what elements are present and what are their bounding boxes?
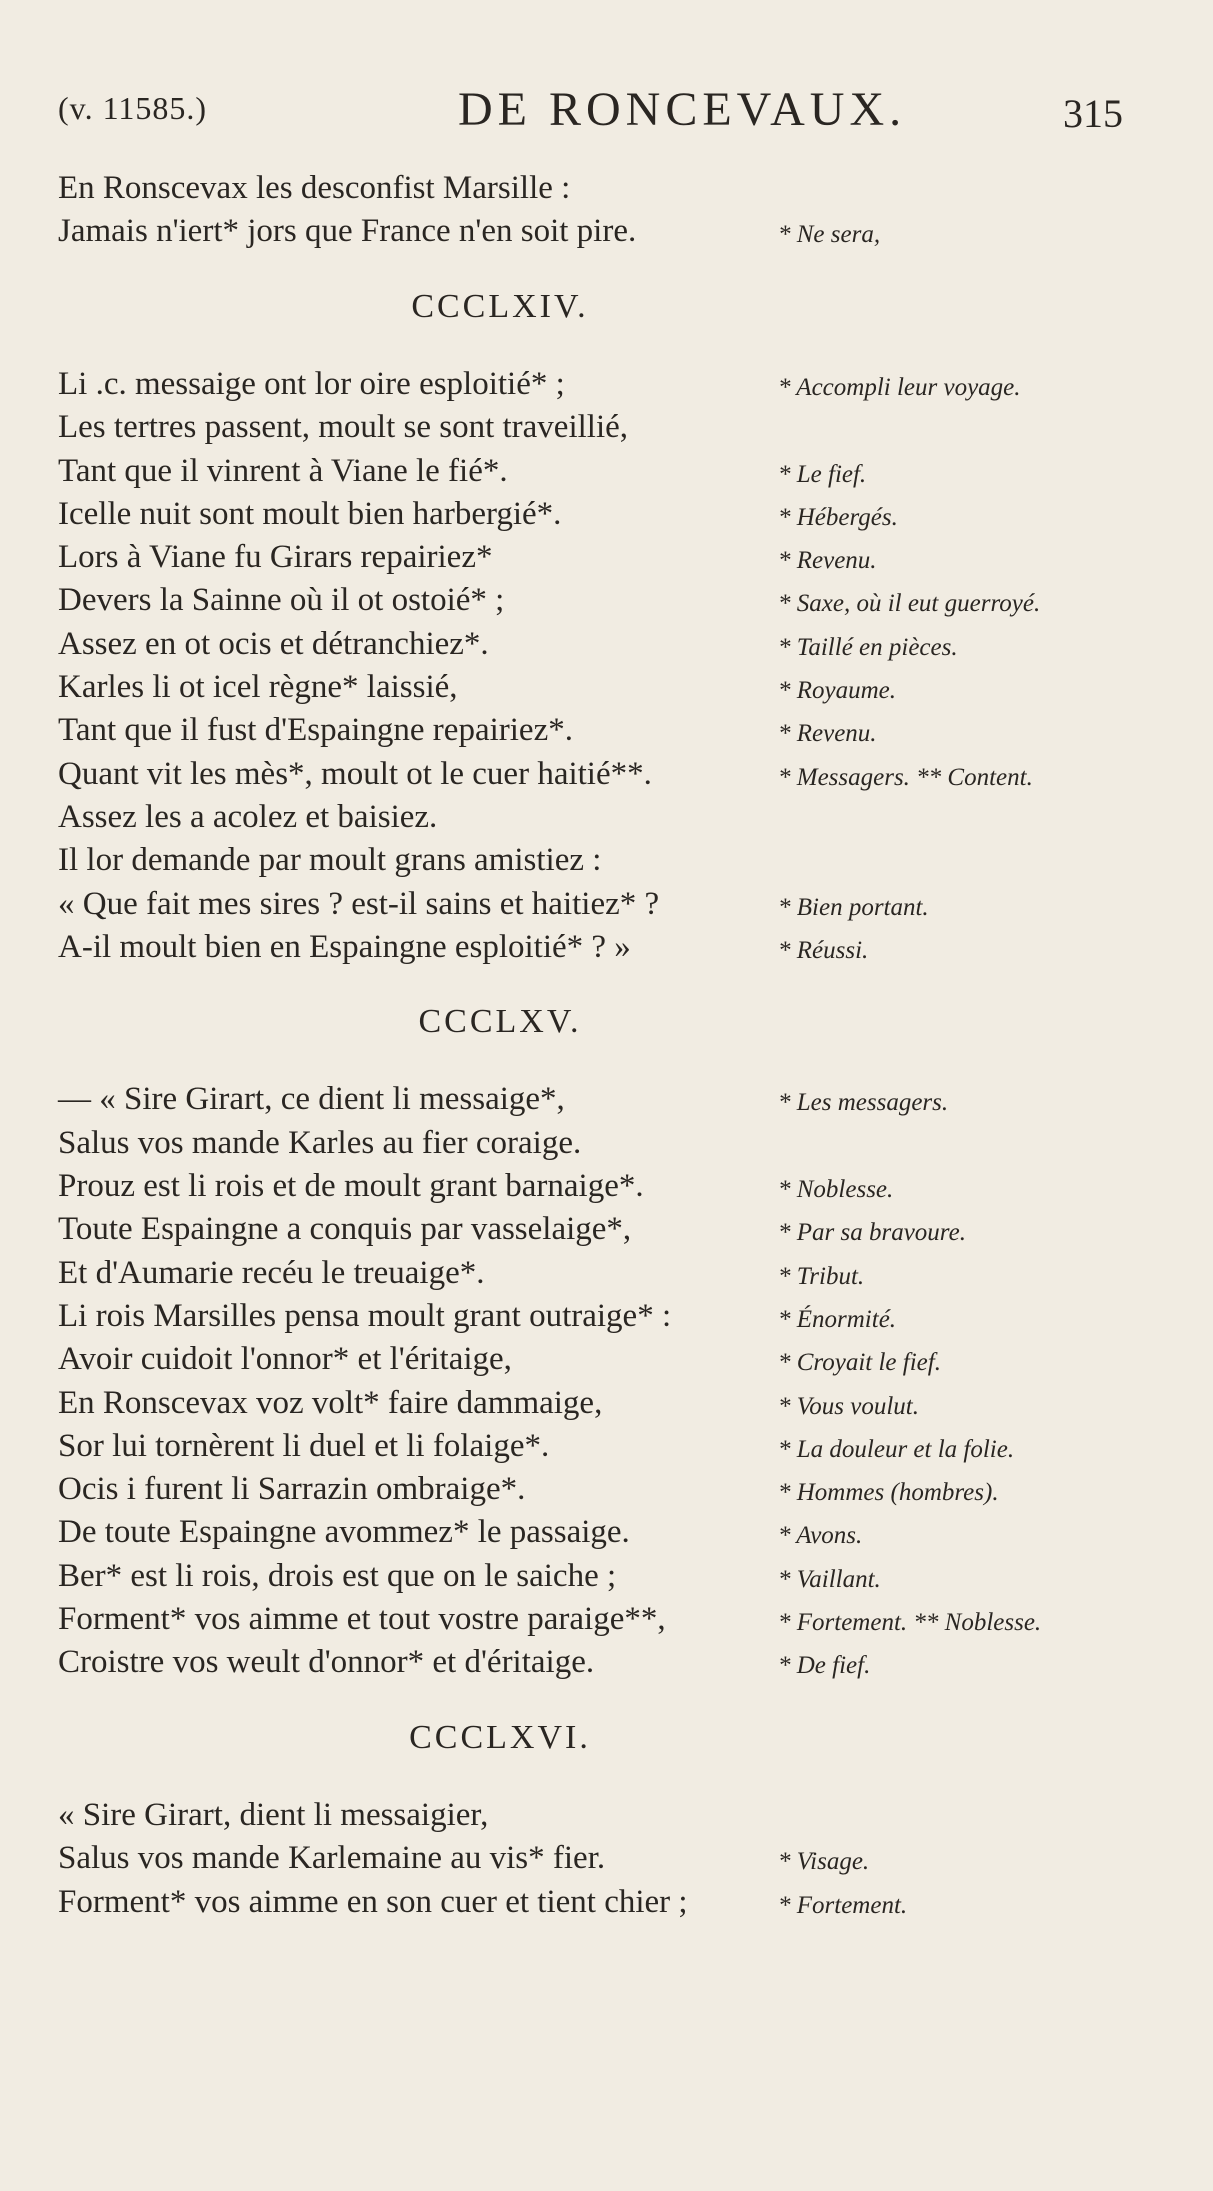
marginal-gloss: * Fortement. ** Noblesse. bbox=[778, 1609, 1042, 1636]
verse-line: Icelle nuit sont moult bien harbergié*. bbox=[58, 495, 562, 532]
verse-line: En Ronscevax voz volt* faire dammaige, bbox=[58, 1384, 603, 1421]
marginal-gloss: * Hommes (hombres). bbox=[778, 1479, 999, 1507]
marginal-gloss: * Vaillant. bbox=[778, 1565, 881, 1593]
laisse-heading: CCCLXIV. bbox=[411, 287, 589, 325]
marginal-gloss: * Tribut. bbox=[778, 1262, 865, 1290]
verse-line: Croistre vos weult d'onnor* et d'éritaige. bbox=[58, 1644, 595, 1681]
marginal-gloss: * La douleur et la folie. bbox=[778, 1435, 1015, 1463]
verse-line: Salus vos mande Karles au fier coraige. bbox=[58, 1124, 582, 1161]
marginal-gloss: * Taillé en pièces. bbox=[778, 633, 958, 661]
verse-line: Ber* est li rois, drois est que on le saiche ; bbox=[58, 1557, 617, 1594]
verse-line: Avoir cuidoit l'onnor* et l'éritaige, bbox=[58, 1341, 512, 1378]
verse-line: Karles li ot icel règne* laissié, bbox=[58, 669, 458, 705]
marginal-gloss: * Énormité. bbox=[778, 1305, 897, 1333]
verse-line: Prouz est li rois et de moult grant barnaige*. bbox=[58, 1168, 644, 1204]
running-title: DE RONCEVAUX. bbox=[458, 83, 907, 136]
verse-line: Et d'Aumarie recéu le treuaige*. bbox=[58, 1254, 485, 1291]
verse-line: Les tertres passent, moult se sont traveillié, bbox=[58, 409, 629, 446]
verse-line: Toute Espaingne a conquis par vasselaige*, bbox=[58, 1211, 632, 1248]
verse-line: Tant que il vinrent à Viane le fié*. bbox=[58, 452, 508, 489]
verse-line: « Sire Girart, dient li messaigier, bbox=[58, 1796, 489, 1833]
verse-reference: (v. 11585.) bbox=[58, 90, 208, 126]
verse-line: En Ronscevax les desconfist Marsille : bbox=[58, 170, 571, 206]
marginal-gloss: * Hébergés. bbox=[778, 503, 898, 531]
verse-line: Assez en ot ocis et détranchiez*. bbox=[58, 625, 489, 662]
marginal-gloss: * Visage. bbox=[778, 1848, 870, 1876]
verse-line: Tant que il fust d'Espaingne repairiez*. bbox=[58, 712, 573, 749]
laisse-heading: CCCLXVI. bbox=[409, 1718, 591, 1756]
page-number: 315 bbox=[1063, 91, 1123, 136]
verse-line: Li rois Marsilles pensa moult grant outraige* : bbox=[58, 1297, 672, 1334]
verse-line: Forment* vos aimme et tout vostre paraige**, bbox=[58, 1601, 666, 1637]
marginal-gloss: * De fief. bbox=[778, 1652, 871, 1680]
marginal-gloss: * Royaume. bbox=[778, 677, 897, 704]
verse-line: Lors à Viane fu Girars repairiez* bbox=[58, 539, 493, 576]
verse-line: « Que fait mes sires ? est-il sains et haitiez* ? bbox=[58, 885, 660, 922]
verse-line: Il lor demande par moult grans amistiez : bbox=[58, 842, 602, 879]
marginal-gloss: * Fortement. bbox=[778, 1891, 908, 1919]
verse-line: A-il moult bien en Espaingne esploitié* ? » bbox=[58, 928, 631, 965]
verse-line: — « Sire Girart, ce dient li messaige*, bbox=[58, 1081, 565, 1118]
verse-line: Sor lui tornèrent li duel et li folaige*. bbox=[58, 1427, 550, 1464]
verse-line: Jamais n'iert* jors que France n'en soit pire. bbox=[58, 213, 637, 250]
marginal-gloss: * Par sa bravoure. bbox=[778, 1219, 966, 1247]
verse-line: Devers la Sainne où il ot ostoié* ; bbox=[58, 582, 505, 619]
running-header bbox=[58, 82, 1123, 142]
marginal-gloss: * Ne sera, bbox=[778, 221, 881, 249]
verse-line: Forment* vos aimme en son cuer et tient chier ; bbox=[58, 1883, 688, 1920]
laisse-heading: CCCLXV. bbox=[418, 1003, 582, 1041]
marginal-gloss: * Bien portant. bbox=[778, 893, 929, 921]
marginal-gloss: * Réussi. bbox=[778, 936, 869, 964]
marginal-gloss: * Saxe, où il eut guerroyé. bbox=[778, 590, 1041, 618]
marginal-gloss: * Les messagers. bbox=[778, 1089, 949, 1117]
marginal-gloss: * Noblesse. bbox=[778, 1176, 894, 1203]
verse-line: De toute Espaingne avommez* le passaige. bbox=[58, 1514, 630, 1551]
verse-line: Ocis i furent li Sarrazin ombraige*. bbox=[58, 1471, 526, 1508]
verse-line: Li .c. messaige ont lor oire esploitié* ; bbox=[58, 365, 565, 402]
marginal-gloss: * Revenu. bbox=[778, 720, 877, 748]
marginal-gloss: * Avons. bbox=[778, 1522, 863, 1550]
verse-line: Assez les a acolez et baisiez. bbox=[58, 798, 438, 835]
marginal-gloss: * Le fief. bbox=[778, 460, 867, 488]
verse-line: Quant vit les mès*, moult ot le cuer haitié**. bbox=[58, 755, 652, 792]
marginal-gloss: * Croyait le fief. bbox=[778, 1349, 941, 1377]
marginal-gloss: * Messagers. ** Content. bbox=[778, 763, 1033, 791]
marginal-gloss: * Revenu. bbox=[778, 547, 877, 575]
verse-line: Salus vos mande Karlemaine au vis* fier. bbox=[58, 1840, 606, 1877]
marginal-gloss: * Vous voulut. bbox=[778, 1392, 919, 1420]
marginal-gloss: * Accompli leur voyage. bbox=[778, 373, 1021, 401]
